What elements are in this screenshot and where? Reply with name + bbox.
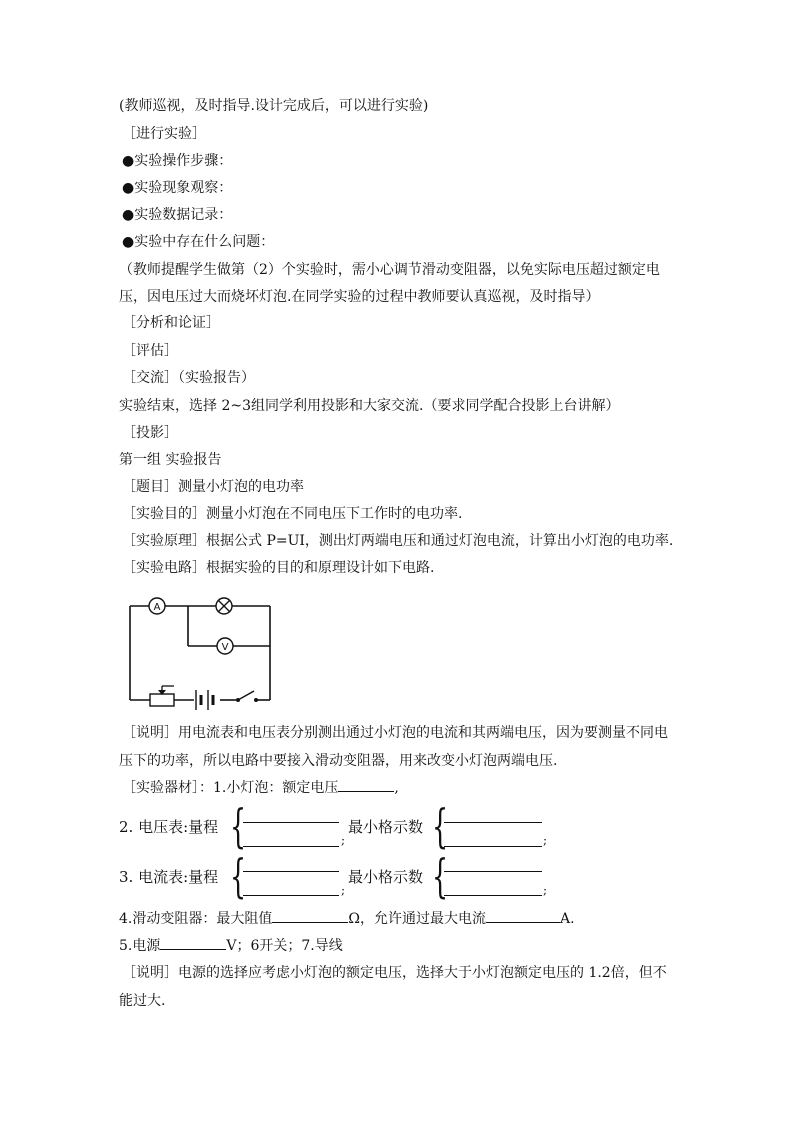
text-line: （教师提醒学生做第（2）个实验时，需小心调节滑动变阻器，以免实际电压超过额定电 <box>119 262 660 278</box>
min-division-blank <box>444 871 542 872</box>
section-heading: ［评估］ <box>122 343 178 359</box>
rheostat-suffix: A. <box>559 911 575 927</box>
semicolon: ; <box>341 883 346 897</box>
circuit-diagram <box>120 590 290 710</box>
battery-icon <box>196 690 213 710</box>
range-blank <box>243 871 339 872</box>
ammeter-label: A <box>153 602 161 613</box>
voltmeter-range-label: 2. 电压表:量程 <box>119 818 219 836</box>
section-heading: ［交流］（实验报告） <box>122 370 255 386</box>
semicolon: ; <box>543 883 548 897</box>
report-title: 第一组 实验报告 <box>119 452 222 468</box>
voltmeter-label: V <box>221 642 229 653</box>
report-field: ［实验电路］根据实验的目的和原理设计如下电路. <box>122 560 435 576</box>
note-text: ［说明］电源的选择应考虑小灯泡的额定电压，选择大于小灯泡额定电压的 1.2倍，但不 <box>122 965 667 981</box>
power-suffix: V；6开关；7.导线 <box>226 938 343 954</box>
range-blank <box>243 895 339 896</box>
section-heading: ［分析和论证］ <box>122 315 220 331</box>
rheostat-line <box>119 909 575 929</box>
rheostat-label: 4.滑动变阻器：最大阻值 <box>119 911 273 927</box>
max-current-blank <box>486 909 560 923</box>
brace-icon: { <box>230 799 247 853</box>
bullet-item: ●实验数据记录： <box>122 207 233 223</box>
rated-voltage-blank <box>338 778 394 792</box>
min-division-label: 最小格示数 <box>348 868 424 886</box>
text-line: (教师巡视，及时指导.设计完成后，可以进行实验) <box>119 98 429 114</box>
min-division-blank <box>444 895 542 896</box>
note-text: 能过大. <box>119 993 166 1009</box>
range-blank <box>243 822 339 823</box>
equipment-header-suffix: , <box>394 780 399 796</box>
power-label: 5.电源 <box>119 938 161 954</box>
range-blank <box>243 846 339 847</box>
semicolon: ; <box>341 833 346 847</box>
report-field: ［题目］测量小灯泡的电功率 <box>122 479 304 495</box>
text-line: 实验结束，选择 2~3组同学利用投影和大家交流.（要求同学配合投影上台讲解） <box>119 398 620 414</box>
brace-icon: { <box>432 799 449 853</box>
voltmeter-icon <box>217 638 233 654</box>
bullet-item: ●实验中存在什么问题： <box>122 234 275 250</box>
note-text: ［说明］用电流表和电压表分别测出通过小灯泡的电流和其两端电压，因为要测量不同电 <box>122 725 668 741</box>
max-resistance-blank <box>272 909 348 923</box>
min-division-label: 最小格示数 <box>348 818 424 836</box>
rheostat-mid-label: Ω，允许通过最大电流 <box>348 911 486 927</box>
text-line: 压，因电压过大而烧坏灯泡.在同学实验的过程中教师要认真巡视，及时指导） <box>119 289 600 305</box>
equipment-header-label: ［实验器材］：1.小灯泡：额定电压 <box>122 780 339 796</box>
semicolon: ; <box>543 833 548 847</box>
brace-icon: { <box>230 849 247 903</box>
min-division-blank <box>444 822 542 823</box>
min-division-blank <box>444 846 542 847</box>
power-line <box>119 936 343 956</box>
rheostat-icon <box>150 686 174 706</box>
note-text: 压下的功率，所以电路中要接入滑动变阻器，用来改变小灯泡两端电压. <box>119 753 558 769</box>
bullet-item: ●实验操作步骤： <box>122 153 233 169</box>
brace-icon: { <box>432 849 449 903</box>
power-voltage-blank <box>160 936 226 950</box>
bullet-item: ●实验现象观察： <box>122 180 233 196</box>
section-heading: ［投影］ <box>122 425 178 441</box>
ammeter-icon <box>149 598 165 614</box>
switch-icon <box>236 691 258 702</box>
section-heading: ［进行实验］ <box>122 126 206 142</box>
lamp-icon <box>216 598 232 614</box>
equipment-header <box>122 778 399 798</box>
ammeter-range-label: 3. 电流表:量程 <box>119 868 219 886</box>
report-field: ［实验原理］根据公式 P=UI，测出灯两端电压和通过灯泡电流，计算出小灯泡的电功率. <box>122 533 674 549</box>
report-field: ［实验目的］测量小灯泡在不同电压下工作时的电功率. <box>122 506 463 522</box>
